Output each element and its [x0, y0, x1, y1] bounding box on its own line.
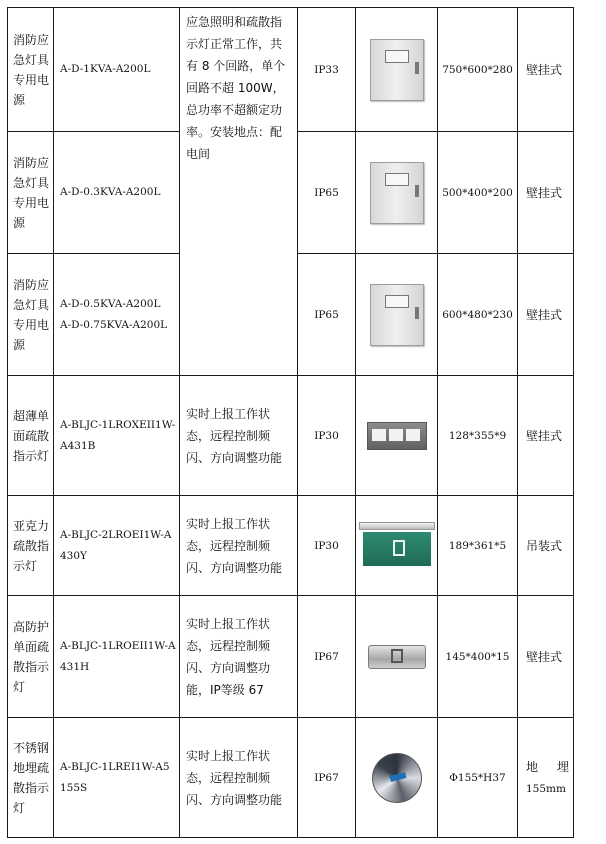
function-cell: 实时上报工作状态，远程控制频闪、方向调整功能 [180, 718, 298, 838]
model-cell: A-D-1KVA-A200L [54, 8, 180, 132]
category-cell: 高防护单面疏散指示灯 [8, 596, 54, 718]
category-cell: 超薄单面疏散指示灯 [8, 376, 54, 496]
model-cell: A-BLJC-1LREI1W-A5155S [54, 718, 180, 838]
image-cell [356, 132, 438, 254]
mount-cell: 壁挂式 [518, 376, 574, 496]
distribution-cabinet-icon [370, 284, 424, 346]
mount-cell: 壁挂式 [518, 8, 574, 132]
image-cell [356, 596, 438, 718]
category-cell: 消防应急灯具专用电源 [8, 254, 54, 376]
mount-cell: 壁挂式 [518, 254, 574, 376]
acrylic-exit-sign-icon [359, 522, 435, 570]
model-cell: A-D-0.3KVA-A200L [54, 132, 180, 254]
protection-cell: IP65 [298, 254, 356, 376]
protection-cell: IP30 [298, 376, 356, 496]
function-cell: 应急照明和疏散指示灯正常工作，共有 8 个回路，单个回路不超 100W，总功率不超额定功率。安装地点：配电间 [180, 8, 298, 376]
size-cell: 128*355*9 [438, 376, 518, 496]
category-cell: 消防应急灯具专用电源 [8, 132, 54, 254]
size-cell: 750*600*280 [438, 8, 518, 132]
category-cell: 亚克力疏散指示灯 [8, 496, 54, 596]
model-cell: A-BLJC-2LROEI1W-A430Y [54, 496, 180, 596]
distribution-cabinet-icon [370, 162, 424, 224]
protection-cell: IP30 [298, 496, 356, 596]
mount-cell: 壁挂式 [518, 596, 574, 718]
function-cell: 实时上报工作状态，远程控制频闪、方向调整功能 [180, 496, 298, 596]
category-cell: 消防应急灯具专用电源 [8, 8, 54, 132]
function-cell: 实时上报工作状态，远程控制频闪、方向调整功能，IP等级 67 [180, 596, 298, 718]
table-row [8, 596, 574, 718]
protection-cell: IP33 [298, 8, 356, 132]
image-cell [356, 718, 438, 838]
protection-cell: IP65 [298, 132, 356, 254]
size-cell: 500*400*200 [438, 132, 518, 254]
mount-cell: 壁挂式 [518, 132, 574, 254]
image-cell [356, 254, 438, 376]
model-cell: A-BLJC-1LROEII1W-A431H [54, 596, 180, 718]
image-cell [356, 8, 438, 132]
table-row [8, 376, 574, 496]
mount-text: 埋 [556, 759, 569, 774]
size-cell: 600*480*230 [438, 254, 518, 376]
table-row [8, 8, 574, 132]
protection-cell: IP67 [298, 718, 356, 838]
floor-indicator-icon [372, 753, 422, 803]
table-row [8, 496, 574, 596]
mount-cell [518, 718, 574, 838]
mount-text: 地 [526, 759, 539, 774]
size-cell: 189*361*5 [438, 496, 518, 596]
function-cell: 实时上报工作状态，远程控制频闪、方向调整功能 [180, 376, 298, 496]
exit-sign-icon [367, 422, 427, 450]
mount-depth: 155mm [526, 782, 566, 795]
image-cell [356, 496, 438, 596]
high-protection-exit-sign-icon [368, 645, 426, 669]
model-line: A-D-0.75KVA-A200L [60, 318, 168, 331]
category-cell: 不锈钢地埋疏散指示灯 [8, 718, 54, 838]
model-line: A-D-0.5KVA-A200L [60, 297, 161, 310]
distribution-cabinet-icon [370, 39, 424, 101]
model-cell [54, 254, 180, 376]
size-cell: Φ155*H37 [438, 718, 518, 838]
image-cell [356, 376, 438, 496]
protection-cell: IP67 [298, 596, 356, 718]
table-row [8, 718, 574, 838]
product-spec-table [7, 7, 574, 838]
model-cell: A-BLJC-1LROXEII1W-A431B [54, 376, 180, 496]
size-cell: 145*400*15 [438, 596, 518, 718]
mount-cell: 吊装式 [518, 496, 574, 596]
